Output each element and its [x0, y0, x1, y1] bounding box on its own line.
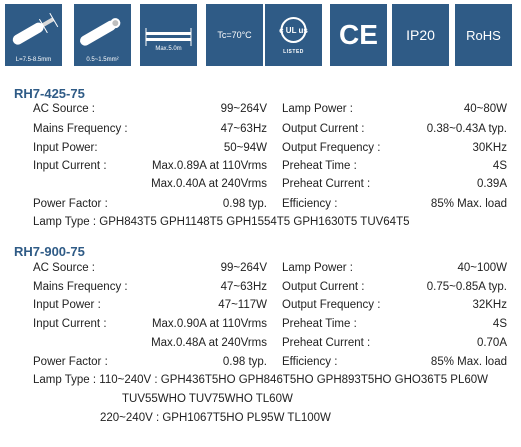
ce-mark-icon — [330, 4, 387, 66]
spec-label: Output Frequency : — [282, 299, 381, 311]
spec-label: Power Factor : — [33, 198, 108, 210]
spec-value: 4S — [492, 160, 507, 172]
spec-label: Preheat Time : — [282, 160, 357, 172]
model-title-2: RH7-900-75 — [14, 244, 85, 259]
spec-value: 30KHz — [472, 142, 507, 154]
spec-value: Max.0.89A at 110Vrms — [151, 160, 267, 172]
ce-mark-label: CE — [339, 19, 378, 50]
spec-label: AC Source : — [33, 262, 95, 274]
spec-value: Max.0.40A at 240Vrms — [151, 178, 267, 190]
spec-value: Max.0.48A at 240Vrms — [151, 337, 267, 349]
spec-label: Input Current : — [33, 318, 107, 330]
ip-rating-icon — [392, 4, 449, 66]
spec-value: 47~63Hz — [220, 281, 267, 293]
rohs-icon — [455, 4, 512, 66]
spec-label: Output Frequency : — [282, 142, 381, 154]
spec-value: 4S — [492, 318, 507, 330]
ul-listed-label: LISTED — [283, 49, 304, 55]
spec-label: Lamp Power : — [282, 103, 353, 115]
lamp-type-line-220v: 220~240V : GPH1067T5HO PL95W TL100W — [100, 412, 331, 424]
rohs-label: RoHS — [466, 27, 501, 43]
spec-label: Input Power : — [33, 299, 101, 311]
spec-value: 0.39A — [476, 178, 507, 190]
spec-value: 47~63Hz — [220, 123, 267, 135]
spec-value: 0.98 typ. — [222, 198, 267, 210]
temperature-label: Tc=70°C — [217, 30, 252, 40]
spec-value: 50~94W — [223, 142, 267, 154]
model-title-1: RH7-425-75 — [14, 86, 85, 101]
spec-label: Lamp Power : — [282, 262, 353, 274]
spec-value: 0.98 typ. — [222, 356, 267, 368]
spec-value: 47~117W — [218, 299, 267, 311]
spec-value: 85% Max. load — [430, 356, 507, 368]
lamp-type-line: Lamp Type : GPH843T5 GPH1148T5 GPH1554T5 GPH1630T5 TUV64T5 — [33, 216, 410, 228]
lamp-type-line: Lamp Type : 110~240V : GPH436T5HO GPH846T5HO GPH893T5HO GHO36T5 PL60W — [33, 374, 488, 386]
max-length-icon — [140, 4, 197, 66]
ip-rating-label: IP20 — [406, 27, 435, 43]
lamp-type-continuation: TUV55WHO TUV75WHO TL60W — [122, 393, 293, 405]
spec-value: 0.38~0.43A typ. — [426, 123, 507, 135]
wire-gauge-caption: 0.5~1.5mm² — [86, 57, 119, 63]
ul-mark-label: c UL us — [279, 25, 308, 35]
spec-value: 40~100W — [457, 262, 507, 274]
spec-value: Max.0.90A at 110Vrms — [151, 318, 267, 330]
spec-label: Mains Frequency : — [33, 123, 128, 135]
spec-label: Output Current : — [282, 281, 365, 293]
spec-label: Efficiency : — [282, 356, 338, 368]
spec-value: 85% Max. load — [430, 198, 507, 210]
spec-value: 32KHz — [472, 299, 507, 311]
spec-label: Input Current : — [33, 160, 107, 172]
wire-strip-icon — [5, 4, 62, 66]
spec-label: Preheat Current : — [282, 178, 371, 190]
spec-label: Mains Frequency : — [33, 281, 128, 293]
spec-label: Input Power: — [33, 142, 98, 154]
spec-label: Power Factor : — [33, 356, 108, 368]
spec-label: Output Current : — [282, 123, 365, 135]
wire-strip-caption: L=7.5-8.5mm — [15, 57, 52, 63]
spec-label: Efficiency : — [282, 198, 338, 210]
spec-label: AC Source : — [33, 103, 95, 115]
spec-label: Preheat Time : — [282, 318, 357, 330]
temperature-icon — [206, 4, 263, 66]
spec-label: Preheat Current : — [282, 337, 371, 349]
spec-value: 0.70A — [476, 337, 507, 349]
spec-value: 99~264V — [220, 103, 267, 115]
wire-gauge-icon — [74, 4, 131, 66]
max-length-caption: Max.5.0m — [155, 46, 182, 52]
spec-value: 0.75~0.85A typ. — [426, 281, 507, 293]
spec-value: 99~264V — [220, 262, 267, 274]
spec-value: 40~80W — [463, 103, 507, 115]
ul-listed-icon — [265, 4, 322, 66]
certification-icon-bar — [0, 0, 521, 72]
